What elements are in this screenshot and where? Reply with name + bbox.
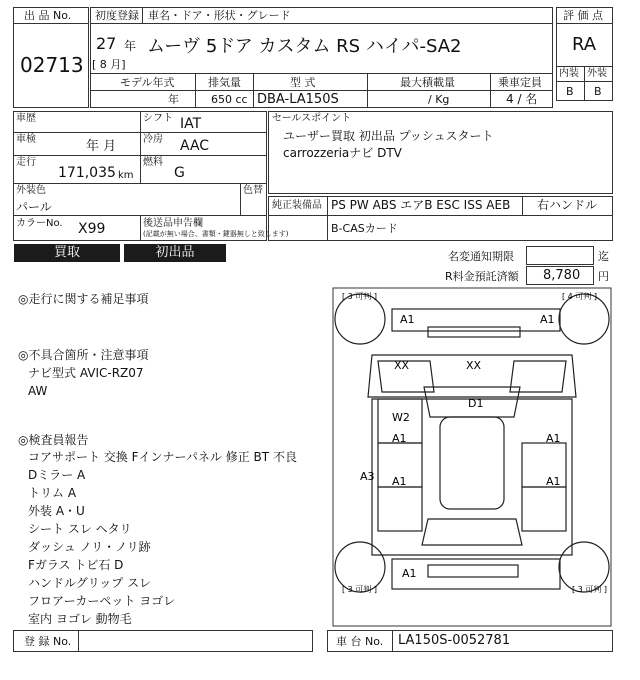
eval-score: RA — [572, 34, 597, 55]
exterior-label: 外装 — [587, 68, 607, 79]
capacity-value: 4 / 名 — [506, 92, 538, 106]
defect-line-1: ナビ型式 AVIC-RZ07 — [28, 366, 144, 380]
interior-grade: B — [566, 85, 574, 98]
model-year-unit: 年 — [168, 93, 179, 106]
tire-front-left-icon — [335, 294, 385, 344]
report-line: Fガラス トビ石 D — [28, 558, 124, 572]
mark-windshield: D1 — [468, 397, 484, 410]
name-change-unit: 迄 — [598, 250, 609, 263]
defect-line-2: AW — [28, 384, 48, 398]
report-line: Dミラー A — [28, 468, 86, 482]
car-damage-diagram — [332, 287, 612, 627]
recycle-unit: 円 — [598, 270, 609, 283]
rear-bumper-outline — [392, 559, 560, 589]
mark-rear-bumper: A1 — [402, 567, 417, 580]
mileage-value: 171,035 — [58, 165, 116, 181]
sales-point-label: セールスポイント — [272, 113, 352, 124]
type-value: DBA-LA150S — [257, 92, 339, 107]
mark-right-rear-door: A1 — [546, 475, 561, 488]
report-line: コアサポート 交換 Fインナーパネル 修正 BT 不良 — [28, 450, 297, 464]
first-reg-month: [ 8 月] — [92, 58, 126, 71]
tag-first-listing: 初出品 — [124, 244, 226, 262]
chassis-label: 車 台 No. — [336, 635, 384, 648]
displacement-label: 排気量 — [208, 76, 241, 89]
mark-left-fender-top: W2 — [392, 411, 410, 424]
docs-label: 後送品申告欄 — [143, 218, 203, 229]
registration-label: 登 録 No. — [24, 635, 72, 648]
mark-right-fender: A1 — [546, 432, 561, 445]
inspector-title: ◎検査員報告 — [18, 433, 89, 447]
mileage-label: 走行 — [16, 157, 36, 168]
interior-label: 内装 — [559, 68, 579, 79]
mark-left-fender: A1 — [392, 432, 407, 445]
ext-color-value: パール — [16, 200, 52, 214]
supplement-title: ◎走行に関する補足事項 — [18, 292, 149, 306]
fuel-value: G — [174, 165, 185, 181]
max-load-label: 最大積載量 — [400, 76, 455, 89]
docs-note: (記載が無い場合、書類・鍵器無しと致します) — [143, 230, 289, 238]
inspection-label: 車検 — [16, 134, 36, 145]
mark-front-bumper-right: A1 — [540, 313, 555, 326]
shift-label: シフト — [143, 113, 173, 124]
displacement-value: 650 cc — [211, 93, 248, 106]
model-year-label: モデル年式 — [120, 76, 175, 89]
chassis-number: LA150S-0052781 — [398, 633, 511, 648]
name-change-box — [526, 246, 594, 265]
repaint-label: 色替 — [243, 185, 263, 196]
inspection-value: 年 月 — [86, 139, 117, 154]
roof-outline — [440, 417, 504, 509]
name-change-label: 名変通知期限 — [448, 250, 514, 263]
tire-front-right-icon — [559, 294, 609, 344]
history-label: 車歴 — [16, 113, 36, 124]
mark-hood-center: XX — [466, 359, 482, 372]
docs-value: B-CASカード — [331, 222, 398, 235]
corner-label-tr: [ 4 可判 ] — [562, 292, 597, 301]
sales-point-line1: ユーザー買取 初出品 プッシュスタート — [283, 129, 494, 143]
sales-point-line2: carrozzeriaナビ DTV — [283, 146, 402, 160]
report-line: 室内 ヨゴレ 動物毛 — [28, 612, 132, 626]
eval-label: 評 価 点 — [563, 9, 603, 22]
color-no-label: カラーNo. — [16, 218, 63, 229]
ac-value: AAC — [180, 138, 210, 154]
model-desc-label: 車名・ドア・形状・グレード — [148, 9, 291, 22]
fuel-label: 燃料 — [143, 157, 163, 168]
mark-front-bumper-left: A1 — [400, 313, 415, 326]
report-line: シート スレ ヘタリ — [28, 522, 132, 536]
equipment-value: PS PW ABS エアB ESC ISS AEB — [331, 198, 511, 212]
mark-left-rocker: A3 — [360, 470, 375, 483]
report-line: 外装 A・U — [28, 504, 85, 518]
recycle-amount: 8,780 — [543, 268, 581, 283]
mark-hood-left: XX — [394, 359, 410, 372]
equipment-label: 純正装備品 — [272, 200, 322, 211]
type-label: 型 式 — [290, 76, 316, 89]
report-line: ダッシュ ノリ・ノリ跡 — [28, 540, 151, 554]
mileage-unit: km — [118, 170, 134, 181]
corner-label-tl: [ 3 可判 ] — [342, 292, 377, 301]
steering-value: 右ハンドル — [537, 198, 598, 212]
capacity-label: 乗車定員 — [498, 76, 542, 89]
mark-left-rear-door: A1 — [392, 475, 407, 488]
front-bumper-outline — [392, 309, 560, 331]
recycle-label: R料金預託済額 — [445, 270, 519, 283]
first-reg-label: 初度登録 — [95, 9, 139, 22]
exterior-grade: B — [594, 85, 602, 98]
corner-label-bl: [ 3 可判 ] — [342, 585, 377, 594]
shift-value: IAT — [180, 116, 202, 132]
report-line: トリム A — [28, 486, 77, 500]
rear-window-outline — [422, 519, 522, 545]
color-no-value: X99 — [78, 221, 106, 237]
lot-label: 出 品 No. — [24, 9, 72, 22]
corner-label-br: [ 3 可判 ] — [572, 585, 607, 594]
first-reg-year-unit: 年 — [124, 39, 137, 53]
report-line: ハンドルグリップ スレ — [28, 576, 152, 590]
first-reg-year: 27 — [96, 34, 117, 53]
ext-color-label: 外装色 — [16, 185, 46, 196]
lot-number: 02713 — [20, 53, 84, 77]
car-name: ムーヴ 5ドア カスタム RS ハイパ-SA2 — [147, 36, 462, 57]
report-line: フロアーカーペット ヨゴレ — [28, 594, 176, 608]
defects-title: ◎不具合箇所・注意事項 — [18, 348, 149, 362]
ac-label: 冷房 — [143, 134, 163, 145]
max-load-value: / Kg — [428, 93, 450, 106]
tag-purchase: 買取 — [14, 244, 120, 262]
